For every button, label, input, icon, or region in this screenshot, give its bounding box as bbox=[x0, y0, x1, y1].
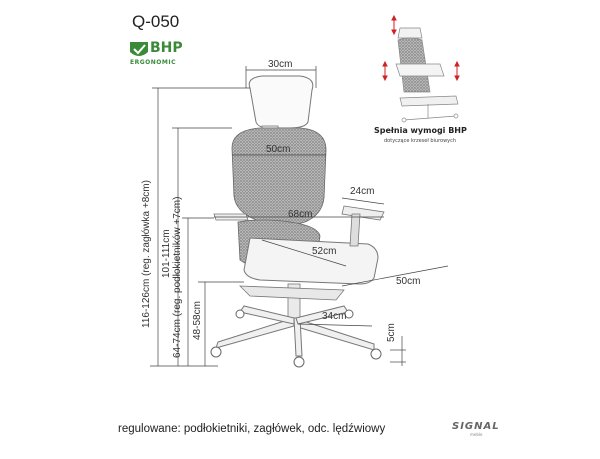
dim-armrest-depth: 24cm bbox=[350, 186, 375, 197]
armrest-right bbox=[342, 206, 384, 220]
dim-back-width: 50cm bbox=[266, 144, 291, 155]
mechanism bbox=[240, 286, 344, 300]
brand-logo: SIGNAL bbox=[452, 421, 500, 432]
dim-total-height: 116-126cm (reg. zagłówka +8cm) bbox=[141, 180, 152, 328]
bhp-note-title: Spełnia wymogi BHP bbox=[374, 126, 467, 135]
bhp-badge-sub: ERGONOMIC bbox=[130, 59, 176, 66]
bhp-note-subtitle: dotyczące krzeseł biurowych bbox=[384, 138, 457, 144]
reference-chair bbox=[396, 28, 458, 122]
dim-caster: 5cm bbox=[386, 323, 397, 342]
features-footer: regulowane: podłokietniki, zagłówek, odc. lędźwiowy bbox=[118, 423, 386, 435]
dim-armrest-span: 68cm bbox=[288, 209, 313, 220]
dim-base-leg: 34cm bbox=[322, 311, 347, 322]
dim-seat-depth: 52cm bbox=[312, 246, 337, 257]
bhp-badge: BHP bbox=[150, 40, 183, 56]
dim-headrest-width: 30cm bbox=[268, 59, 293, 70]
headrest bbox=[249, 76, 313, 128]
dim-armrest-height: 64-74cm (reg. podłokietników +7cm) bbox=[172, 196, 183, 358]
brand-sub: meble bbox=[470, 432, 483, 437]
model-number: Q-050 bbox=[132, 12, 180, 31]
arm-post-right bbox=[350, 214, 360, 246]
check-shield-icon bbox=[128, 38, 150, 60]
dim-back-height: 101-111cm bbox=[161, 229, 172, 278]
dim-base-width: 50cm bbox=[396, 276, 421, 287]
dim-seat-height: 48-58cm bbox=[192, 301, 203, 340]
